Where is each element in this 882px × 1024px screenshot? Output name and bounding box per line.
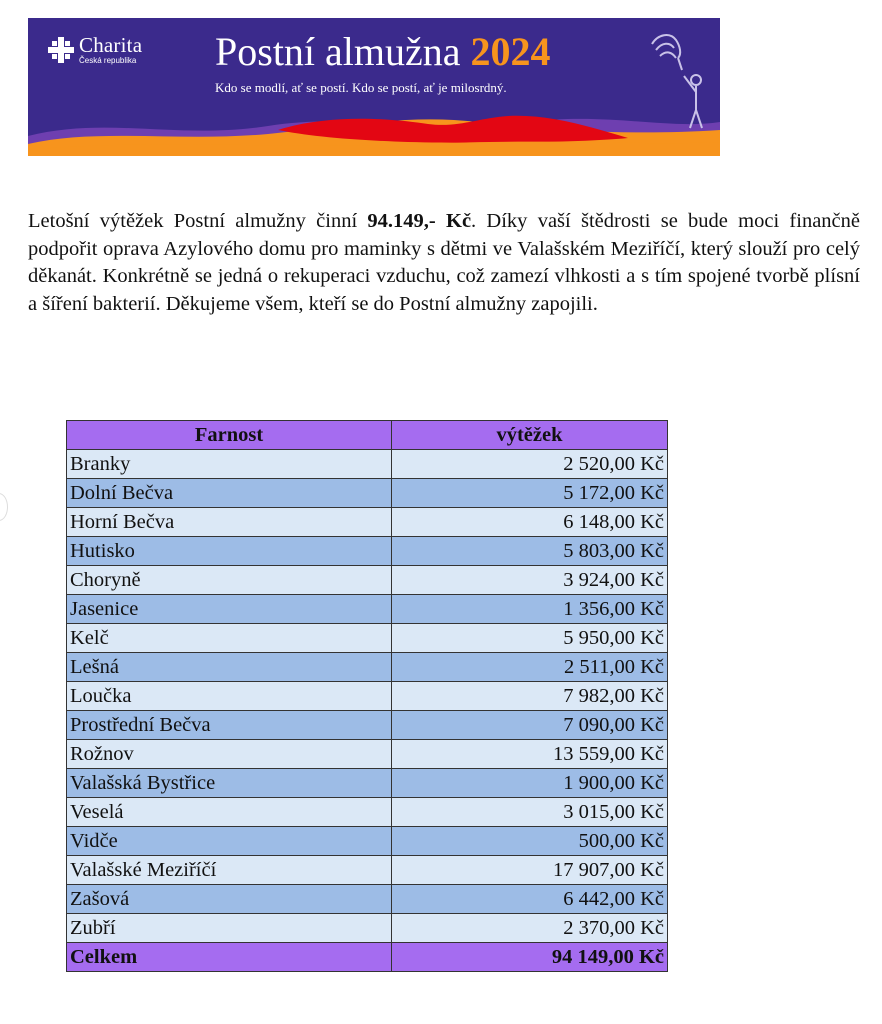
parish-yield: 1 900,00 Kč xyxy=(392,769,668,798)
banner-subtitle: Kdo se modlí, ať se postí. Kdo se postí, ať je milosrdný. xyxy=(215,80,507,95)
total-value: 94 149,00 Kč xyxy=(392,943,668,972)
table-row xyxy=(67,537,668,566)
parish-name: Valašské Meziříčí xyxy=(67,856,392,885)
table-row xyxy=(67,508,668,537)
parish-yield: 7 982,00 Kč xyxy=(392,682,668,711)
parish-name: Veselá xyxy=(67,798,392,827)
parish-name: Hutisko xyxy=(67,537,392,566)
parish-yield: 500,00 Kč xyxy=(392,827,668,856)
parish-yield: 6 442,00 Kč xyxy=(392,885,668,914)
table-row xyxy=(67,798,668,827)
parish-yield: 1 356,00 Kč xyxy=(392,595,668,624)
parish-yield: 6 148,00 Kč xyxy=(392,508,668,537)
header-banner xyxy=(28,18,720,156)
parish-yield: 3 015,00 Kč xyxy=(392,798,668,827)
giving-figure-icon xyxy=(642,24,712,134)
parish-name: Prostřední Bečva xyxy=(67,711,392,740)
page-edge-handle xyxy=(0,493,8,521)
table-row xyxy=(67,885,668,914)
table-row xyxy=(67,740,668,769)
parish-name: Choryně xyxy=(67,566,392,595)
table-row xyxy=(67,566,668,595)
table-row xyxy=(67,711,668,740)
parish-yield: 2 370,00 Kč xyxy=(392,914,668,943)
header-yield: výtěžek xyxy=(392,421,668,450)
parish-name: Kelč xyxy=(67,624,392,653)
parish-yield: 2 511,00 Kč xyxy=(392,653,668,682)
charita-logo xyxy=(48,34,142,66)
total-label: Celkem xyxy=(67,943,392,972)
parish-name: Loučka xyxy=(67,682,392,711)
parish-yield: 17 907,00 Kč xyxy=(392,856,668,885)
parish-yield: 5 172,00 Kč xyxy=(392,479,668,508)
logo-name: Charita xyxy=(79,33,143,57)
table-row xyxy=(67,450,668,479)
parish-name: Jasenice xyxy=(67,595,392,624)
intro-text-start: Letošní výtěžek Postní almužny činní xyxy=(28,210,368,232)
table-row xyxy=(67,682,668,711)
parish-yield: 2 520,00 Kč xyxy=(392,450,668,479)
parish-name: Zašová xyxy=(67,885,392,914)
parish-name: Lešná xyxy=(67,653,392,682)
parish-yield: 7 090,00 Kč xyxy=(392,711,668,740)
total-amount: 94.149,- Kč xyxy=(367,210,472,232)
table-row xyxy=(67,479,668,508)
table-row xyxy=(67,827,668,856)
banner-year: 2024 xyxy=(470,29,551,74)
table-row xyxy=(67,653,668,682)
table-row xyxy=(67,914,668,943)
results-table xyxy=(66,420,668,972)
parish-name: Vidče xyxy=(67,827,392,856)
table-row xyxy=(67,595,668,624)
table-row xyxy=(67,769,668,798)
parish-name: Zubří xyxy=(67,914,392,943)
parish-name: Valašská Bystřice xyxy=(67,769,392,798)
intro-text-end: . Díky vaší štědrosti se bude moci finančně podpořit oprava Azylového domu pro maminky s dětmi ve Valašském Meziříčí, který slouží pro celý děkanát. Konkrétně se jedná o rekuperaci vzduchu, což zamezí vlhkosti a s tím spojené tvorbě plísní a šíření bakterií. Děkujeme všem, kteří se do Postní almužny zapojili. xyxy=(28,210,860,315)
parish-yield: 5 950,00 Kč xyxy=(392,624,668,653)
intro-paragraph xyxy=(28,208,860,318)
charita-cross-icon xyxy=(48,37,74,63)
parish-name: Branky xyxy=(67,450,392,479)
total-row xyxy=(67,943,668,972)
parish-name: Rožnov xyxy=(67,740,392,769)
banner-title xyxy=(215,30,551,74)
parish-yield: 5 803,00 Kč xyxy=(392,537,668,566)
table-row xyxy=(67,856,668,885)
table-header-row xyxy=(67,421,668,450)
banner-title-text: Postní almužna xyxy=(215,29,461,74)
parish-yield: 3 924,00 Kč xyxy=(392,566,668,595)
parish-name: Horní Bečva xyxy=(67,508,392,537)
table-row xyxy=(67,624,668,653)
logo-subtitle: Česká republika xyxy=(79,56,137,65)
parish-name: Dolní Bečva xyxy=(67,479,392,508)
parish-yield: 13 559,00 Kč xyxy=(392,740,668,769)
header-parish: Farnost xyxy=(67,421,392,450)
